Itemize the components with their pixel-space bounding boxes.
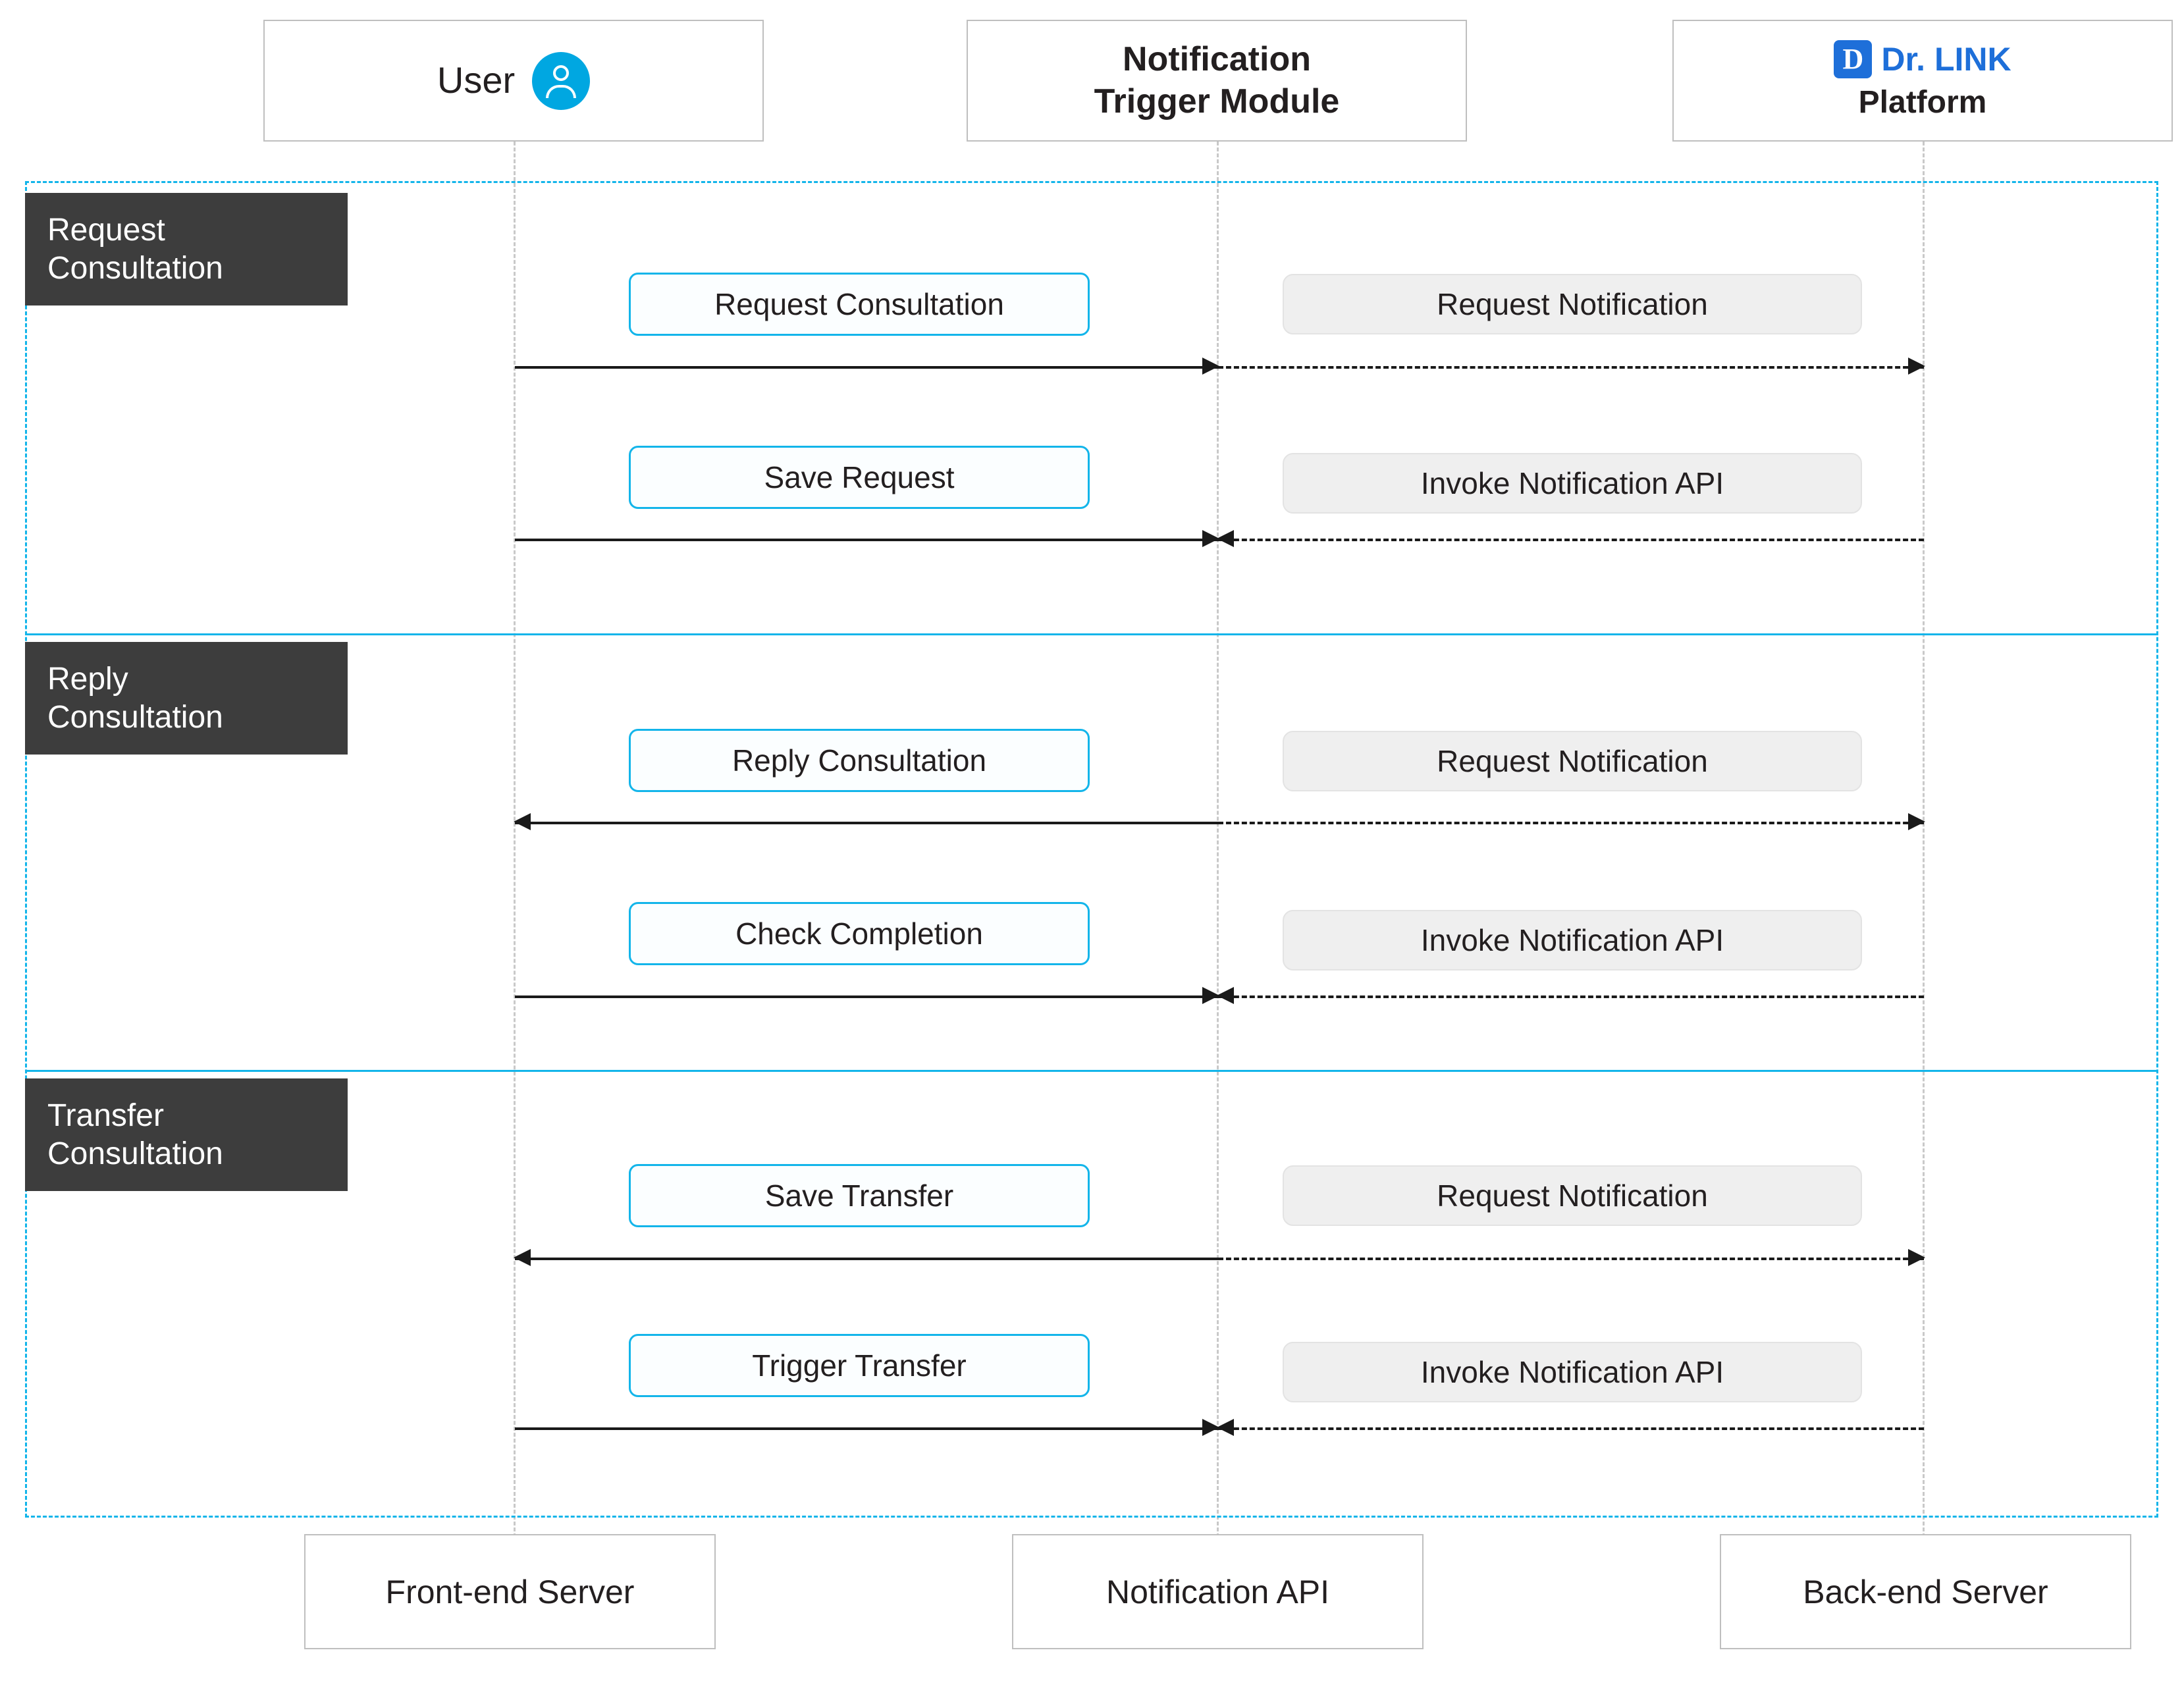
- actor-notification-label-line2: Trigger Module: [1094, 82, 1340, 120]
- actor-drlink-platform: [1672, 20, 2173, 142]
- section-divider-1: [25, 633, 2158, 635]
- arrow-head-right: [1908, 1249, 1925, 1266]
- note-label-request-notification-1: Request Notification: [1283, 274, 1862, 334]
- section-tag-1-line1: Request: [47, 213, 165, 248]
- section-divider-2: [25, 1070, 2158, 1072]
- section-tag-reply-consultation: [25, 642, 348, 755]
- section-tag-2-line1: Reply: [47, 662, 128, 697]
- arrow-head-left: [514, 813, 531, 830]
- user-avatar-icon: [532, 52, 590, 110]
- drlink-brand: [1834, 40, 2011, 80]
- arrow-head-left: [1217, 530, 1234, 547]
- message-label-save-request: Save Request: [629, 446, 1090, 509]
- actor-notification-trigger-module: [967, 20, 1467, 142]
- arrow-head-left: [1217, 1419, 1234, 1436]
- diagram-frame: [25, 181, 2158, 1518]
- server-back-end: Back-end Server: [1720, 1534, 2131, 1649]
- server-front-end: Front-end Server: [304, 1534, 716, 1649]
- section-tag-2-line2: Consultation: [47, 699, 223, 735]
- section-tag-1-line2: Consultation: [47, 250, 223, 286]
- arrow-head-right: [1908, 813, 1925, 830]
- note-label-request-notification-2: Request Notification: [1283, 731, 1862, 791]
- message-label-save-transfer: Save Transfer: [629, 1164, 1090, 1227]
- drlink-brand-name: Dr. LINK: [1881, 40, 2011, 78]
- note-label-invoke-notification-api-1: Invoke Notification API: [1283, 453, 1862, 514]
- message-label-reply-consultation: Reply Consultation: [629, 729, 1090, 792]
- actor-notification-label-line1: Notification: [1123, 40, 1311, 79]
- message-label-trigger-transfer: Trigger Transfer: [629, 1334, 1090, 1397]
- message-label-check-completion: Check Completion: [629, 902, 1090, 965]
- message-label-request-consultation: Request Consultation: [629, 273, 1090, 336]
- server-notification-api: Notification API: [1012, 1534, 1424, 1649]
- section-tag-3-line1: Transfer: [47, 1098, 164, 1133]
- drlink-logo-icon: D: [1834, 40, 1872, 78]
- actor-user: [263, 20, 764, 142]
- actor-user-label: User: [437, 59, 516, 101]
- arrow-head-right: [1202, 358, 1219, 375]
- drlink-platform-sub-label: Platform: [1858, 84, 1987, 120]
- note-label-request-notification-3: Request Notification: [1283, 1165, 1862, 1226]
- arrow-head-left: [1217, 987, 1234, 1004]
- note-label-invoke-notification-api-2: Invoke Notification API: [1283, 910, 1862, 970]
- arrow-head-left: [514, 1249, 531, 1266]
- section-tag-3-line2: Consultation: [47, 1136, 223, 1171]
- section-tag-request-consultation: [25, 193, 348, 305]
- note-label-invoke-notification-api-3: Invoke Notification API: [1283, 1342, 1862, 1402]
- section-tag-transfer-consultation: [25, 1078, 348, 1191]
- arrow-head-right: [1908, 358, 1925, 375]
- actor-notification-label: [1094, 39, 1340, 122]
